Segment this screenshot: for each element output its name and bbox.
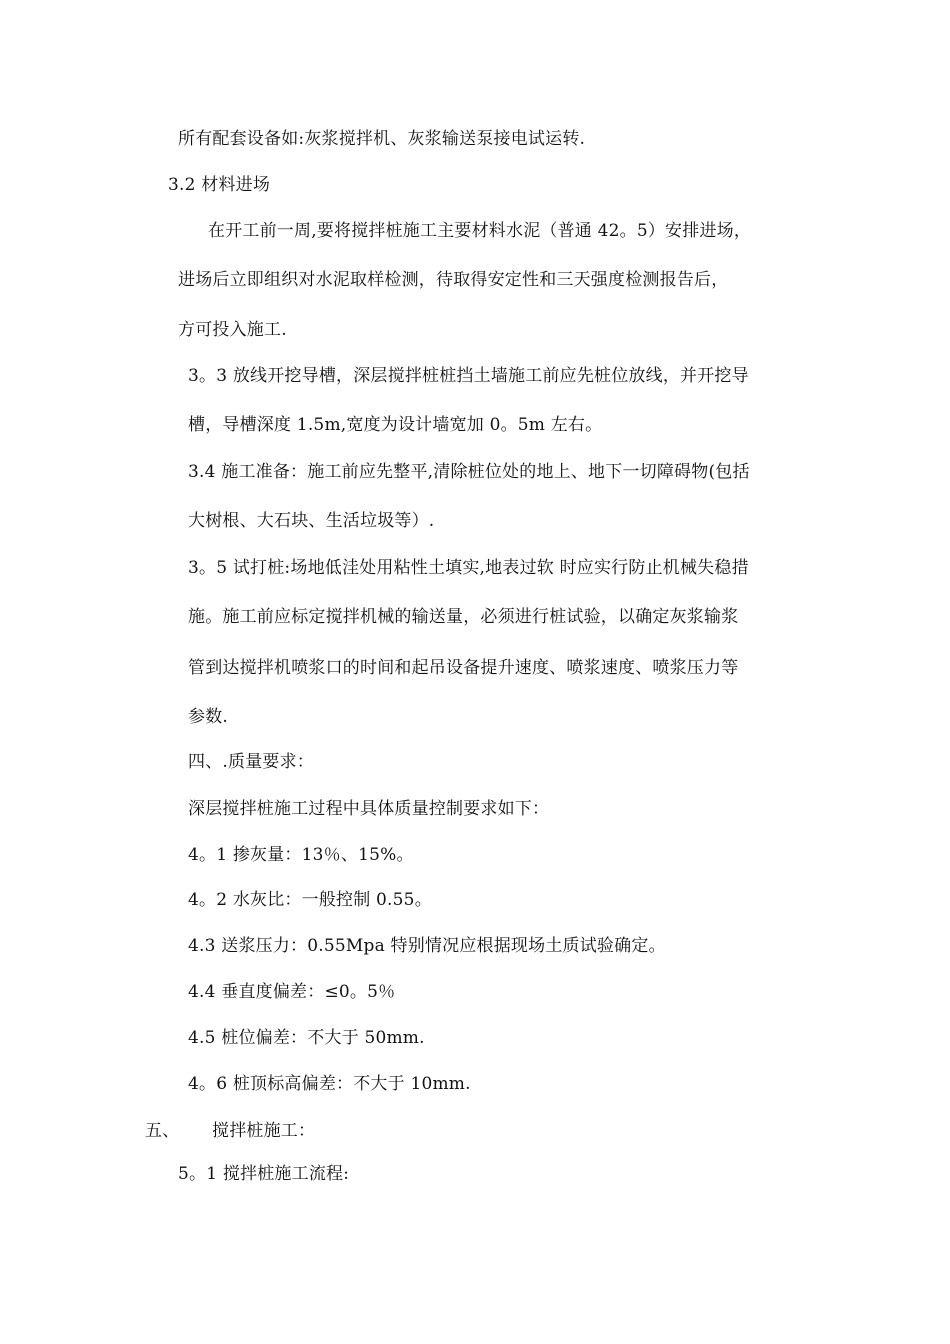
section-number: 五、 [145,1121,180,1141]
text-line: 参数. [188,707,229,727]
list-item: 4.5 桩位偏差：不大于 50mm. [188,1028,425,1048]
list-item: 4.3 送浆压力：0.55Mpa 特别情况应根据现场土质试验确定。 [188,936,666,956]
text-line: 深层搅拌桩施工过程中具体质量控制要求如下： [188,799,550,819]
list-item: 4。6 桩顶标高偏差：不大于 10mm. [188,1074,471,1094]
text-line: 施。施工前应标定搅拌机械的输送量，必须进行桩试验，以确定灰浆输浆 [188,607,739,627]
text-line: 3。3 放线开挖导槽，深层搅拌桩桩挡土墙施工前应先桩位放线，并开挖导 [188,366,749,386]
text-line: 槽，导槽深度 1.5m,宽度为设计墙宽加 0。5m 左右。 [188,415,603,435]
section-heading: 5。1 搅拌桩施工流程: [178,1164,350,1184]
section-heading: 搅拌桩施工： [212,1121,316,1141]
text-line: 所有配套设备如:灰浆搅拌机、灰浆输送泵接电试运转. [178,129,586,149]
section-heading: 四、.质量要求： [188,752,315,772]
text-line: 3。5 试打桩:场地低洼处用粘性土填实,地表过软 时应实行防止机械失稳措 [188,558,749,578]
text-line: 3.4 施工准备：施工前应先整平,清除桩位处的地上、地下一切障碍物(包括 [188,462,750,482]
list-item: 4.4 垂直度偏差：≤0。5％ [188,982,396,1002]
text-line: 管到达搅拌机喷浆口的时间和起吊设备提升速度、喷浆速度、喷浆压力等 [188,658,739,678]
section-heading: 3.2 材料进场 [168,175,271,195]
list-item: 4。2 水灰比：一般控制 0.55。 [188,890,432,910]
text-line: 进场后立即组织对水泥取样检测，待取得安定性和三天强度检测报告后， [178,270,729,290]
text-line: 方可投入施工. [178,320,287,340]
text-line: 在开工前一周,要将搅拌桩施工主要材料水泥（普通 42。5）安排进场， [208,221,752,241]
text-line: 大树根、大石块、生活垃圾等）. [188,511,435,531]
list-item: 4。1 掺灰量：13％、15%。 [188,845,414,865]
